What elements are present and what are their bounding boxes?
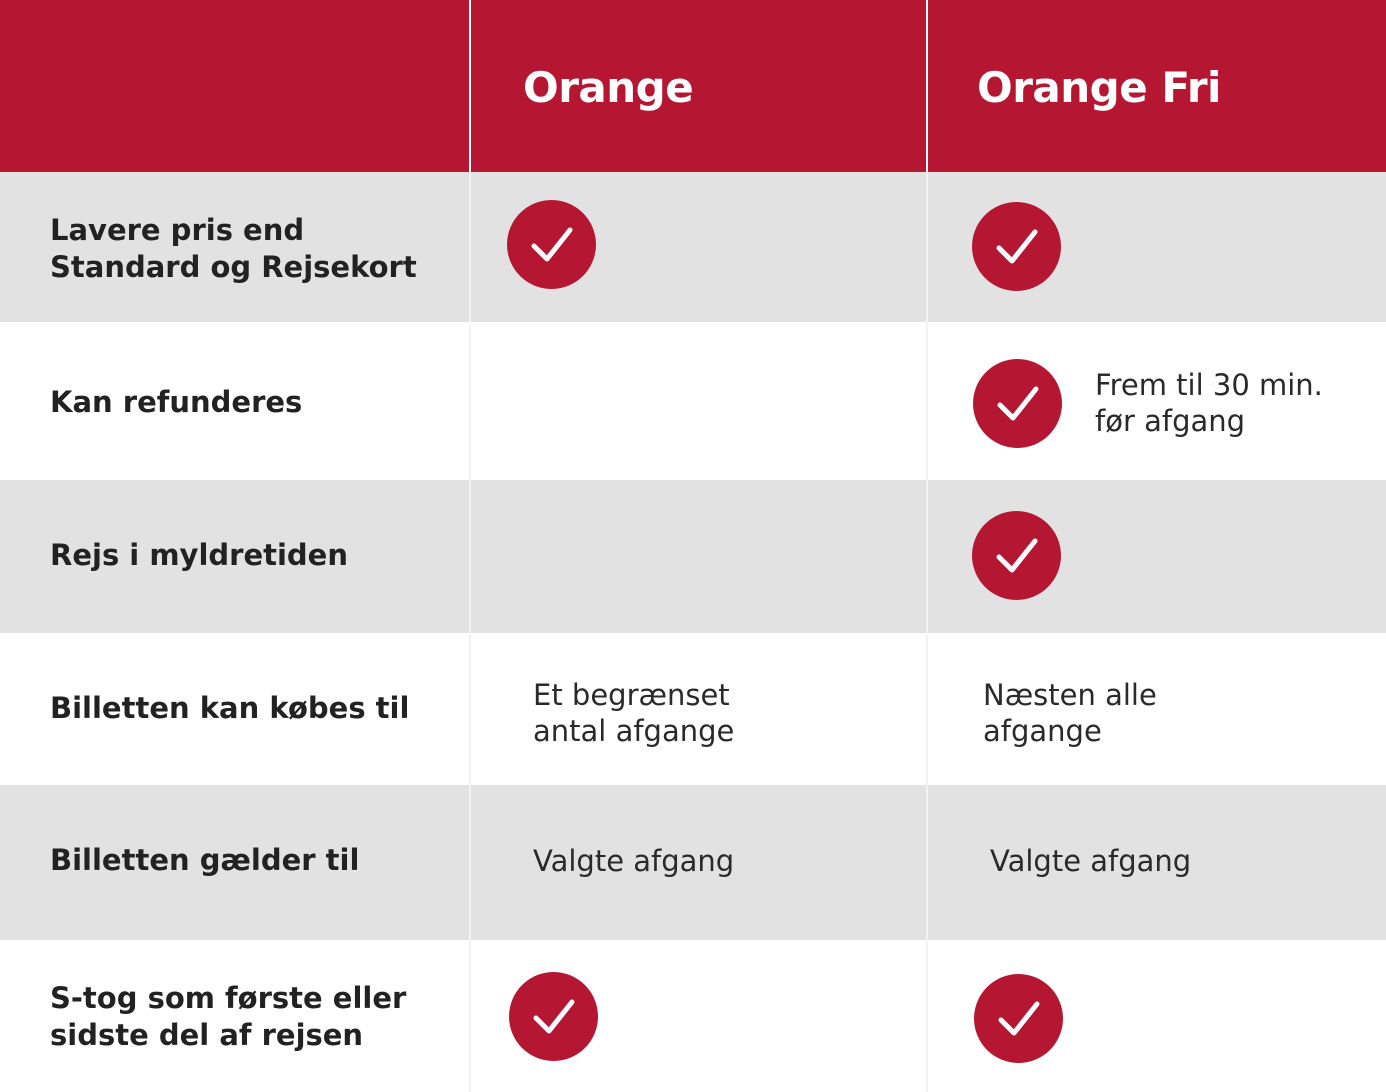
refund-note: Frem til 30 min. før afgang bbox=[1095, 368, 1323, 438]
column-divider bbox=[469, 0, 471, 1092]
table-row bbox=[0, 480, 1386, 633]
row-label: Lavere pris end Standard og Rejsekort bbox=[50, 213, 417, 284]
check-circle-icon bbox=[972, 511, 1061, 600]
table-row bbox=[0, 940, 1386, 1092]
table-row bbox=[0, 322, 1386, 480]
check-circle-icon bbox=[972, 202, 1061, 291]
check-circle-icon bbox=[974, 974, 1063, 1063]
column-header-orange: Orange bbox=[523, 63, 694, 112]
table-row bbox=[0, 633, 1386, 785]
row-label: S-tog som første eller sidste del af rejsen bbox=[50, 981, 407, 1052]
row-label: Kan refunderes bbox=[50, 385, 303, 419]
column-header-orange-fri: Orange Fri bbox=[977, 63, 1221, 112]
row-label: Billetten gælder til bbox=[50, 843, 360, 877]
column-divider bbox=[926, 0, 928, 1092]
row-label: Rejs i myldretiden bbox=[50, 538, 349, 572]
check-circle-icon bbox=[507, 200, 596, 289]
table-row bbox=[0, 172, 1386, 322]
orange-fri-purchase-value: Næsten alle afgange bbox=[983, 678, 1157, 748]
table-header bbox=[0, 0, 1386, 172]
check-circle-icon bbox=[509, 972, 598, 1061]
orange-valid-value: Valgte afgang bbox=[533, 844, 735, 878]
check-circle-icon bbox=[973, 359, 1062, 448]
row-label: Billetten kan købes til bbox=[50, 691, 410, 725]
orange-fri-valid-value: Valgte afgang bbox=[990, 844, 1192, 878]
orange-purchase-value: Et begrænset antal afgange bbox=[533, 678, 735, 748]
table-row bbox=[0, 785, 1386, 940]
